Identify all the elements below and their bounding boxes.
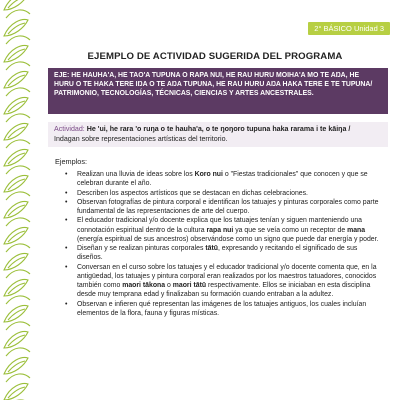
example-item [62,263,380,300]
example-text: , expresando y recitando el significado de sus diseños. [77,245,358,262]
example-text: Diseñan y se realizan pinturas corporales [77,245,206,252]
actividad-label: Actividad: [54,125,85,133]
example-item [62,198,380,217]
examples-list [62,170,380,318]
example-text: El educador tradicional y/o docente explica que los tatuajes tenían y siguen manteniendo una connotación espiritual dentro de la cultura [77,217,363,234]
example-term: tātū [205,245,218,252]
ejemplos-label: Ejemplos: [55,157,88,166]
example-term: maori tākona [122,282,166,289]
eje-line: EJE: HE HAUHA'A, HE TAO'A TUPUNA O RAPA NUI, HE RAU HURU MOIHA'A MO TE AŊA, HE [54,72,360,79]
example-term: mana [347,226,366,234]
eje-banner [48,68,388,114]
example-text: o "Fiestas tradicionales" que conocen y que se celebran durante el año. [77,171,368,188]
bullet-icon: • [65,171,68,178]
actividad-box [48,122,388,147]
bullet-icon: • [65,300,68,308]
example-text: Observan e infieren qué representan las imágenes de los tatuajes antiguos, los cuales incluían elementos de la flora, fauna y figuras místicas. [77,300,367,317]
example-item [62,300,380,319]
page-title: EJEMPLO DE ACTIVIDAD SUGERIDA DEL PROGRAMA [87,51,343,62]
example-item [62,189,380,198]
example-item [62,216,380,244]
bullet-icon: • [65,263,68,271]
example-term: rapa nui [206,226,234,234]
leaf-pattern-icon [0,0,34,400]
example-text: Conversan en el curso sobre los tatuajes y el educador tradicional y/o docente comenta que, en la antigüedad, los tatuajes y pintura corporal eran realizados por los maestros tatuadores, conocidos también como [77,263,377,289]
example-text: Describen los aspectos artísticos que se destacan en dichas celebraciones. [77,189,308,197]
actividad-description: Indagan sobre representaciones artísticas del territorio. [54,134,228,143]
example-text: Realizan una lluvia de ideas sobre los [77,171,195,178]
eje-line: PATRIMONIO, TECNOLOGÍAS, TÉCNICAS, CIENCIAS Y ARTES ANCESTRALES. [54,90,314,98]
example-item [62,170,380,189]
grade-unit-badge: 2° BÁSICO Unidad 3 [308,22,390,35]
example-text: respectivamente. Ellos se iniciaban en esta disciplina desde muy temprana edad y finalizaban su formación cuando entraban a la adultez. [77,282,371,299]
example-text: ya que se veía como un receptor de [233,226,348,234]
example-term: maori tātū [172,282,207,289]
example-text: Observan fotografías de pintura corporal e identifican los tatuajes y pinturas corporales como parte fundamental de las representaciones de arte del cuerpo. [77,198,379,215]
bullet-icon: • [65,217,68,225]
example-text: o [165,282,173,289]
bullet-icon: • [65,198,68,206]
example-term: Koro nui [194,171,223,178]
eje-line: HURU O TE HAKA TERE IŊA O TE AŊA TUPUNA, HE RAU HURU AŊA HAKA TERE E TE TUPUNA/ [54,81,373,89]
actividad-title: He 'ui, he rara 'o ruŋa o te hauha'a, o te ŋoŋoro tupuna haka rarama i te kāiŋa / [86,125,351,133]
bullet-icon: • [65,245,68,252]
example-text: (energía espiritual de sus ancestros) observándose como un signo que puede dar energía y poder. [77,235,379,243]
leaf-pattern-border [0,0,34,400]
example-item [62,244,380,263]
bullet-icon: • [65,189,68,197]
